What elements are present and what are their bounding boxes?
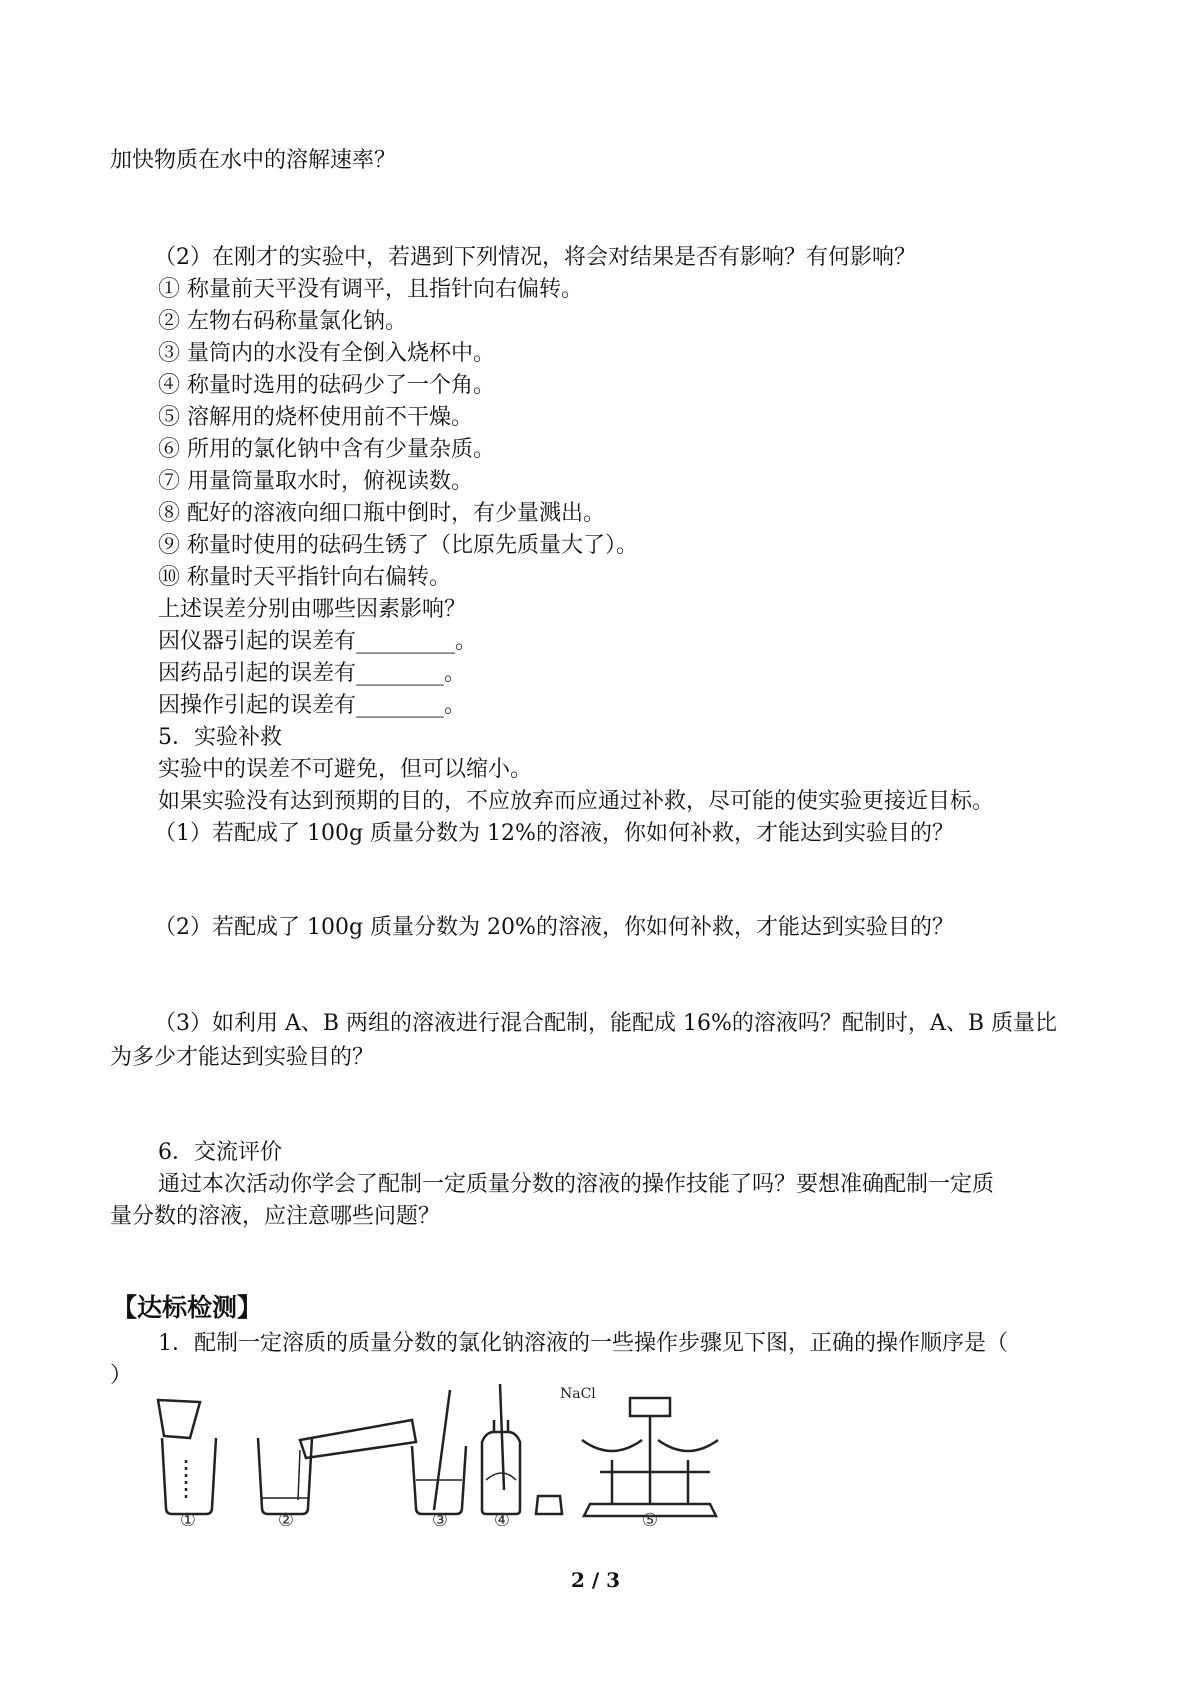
line-6: ④ 称量时选用的砝码少了一个角。 [158, 373, 495, 398]
step-label-5: ⑤ [641, 1510, 659, 1526]
step-1-beaker-icon [158, 1400, 216, 1514]
line-19: 如果实验没有达到预期的目的，不应放弃而应通过补救，尽可能的使实验更接近目标。 [158, 789, 995, 814]
section-title: 【达标检测】 [112, 1293, 263, 1322]
line-10: ⑧ 配好的溶液向细口瓶中倒时，有少量溅出。 [158, 501, 605, 526]
lab-steps-figure [150, 1380, 750, 1526]
line-28: 1．配制一定溶质的质量分数的氯化钠溶液的一些操作步骤见下图，正确的操作顺序是（ [158, 1331, 1008, 1356]
line-21: （2）若配成了 100g 质量分数为 20%的溶液，你如何补救，才能达到实验目的？ [154, 915, 954, 940]
line-25: 通过本次活动你学会了配制一定质量分数的溶液的操作技能了吗？要想准确配制一定质 [158, 1172, 995, 1197]
step-4-bottle-icon [482, 1384, 562, 1514]
line-29: ） [110, 1363, 133, 1388]
line-13: 上述误差分别由哪些因素影响？ [158, 597, 467, 622]
line-1: 加快物质在水中的溶解速率？ [110, 148, 397, 173]
line-7: ⑤ 溶解用的烧杯使用前不干燥。 [158, 405, 473, 430]
step-label-4: ④ [493, 1510, 511, 1526]
line-16: 因操作引起的误差有________。 [158, 693, 467, 718]
line-18: 实验中的误差不可避免，但可以缩小。 [158, 757, 533, 782]
line-20: （1）若配成了 100g 质量分数为 12%的溶液，你如何补救，才能达到实验目的？ [154, 821, 954, 846]
line-26: 量分数的溶液，应注意哪些问题？ [110, 1204, 441, 1229]
step-label-3: ③ [431, 1510, 449, 1526]
line-14: 因仪器引起的误差有_________。 [158, 629, 478, 654]
step-5-balance-icon [582, 1398, 718, 1516]
line-23: 为多少才能达到实验目的？ [110, 1045, 375, 1070]
line-4: ② 左物右码称量氯化钠。 [158, 309, 407, 334]
line-9: ⑦ 用量筒量取水时，俯视读数。 [158, 469, 473, 494]
line-22: （3）如利用 A、B 两组的溶液进行混合配制，能配成 16%的溶液吗？配制时，A、B 质量比 [154, 1011, 1057, 1036]
line-12: ⑩ 称量时天平指针向右偏转。 [158, 565, 451, 590]
line-15: 因药品引起的误差有________。 [158, 661, 467, 686]
step-2-pouring-icon [258, 1420, 416, 1514]
step-label-2: ② [277, 1510, 295, 1526]
nacl-label: NaCl [560, 1386, 596, 1402]
page-number: 2 / 3 [570, 1568, 621, 1592]
line-5: ③ 量筒内的水没有全倒入烧杯中。 [158, 341, 495, 366]
line-3: ① 称量前天平没有调平，且指针向右偏转。 [158, 277, 583, 302]
line-17: 5．实验补救 [158, 725, 282, 750]
step-3-stirring-icon [412, 1390, 466, 1514]
line-11: ⑨ 称量时使用的砝码生锈了（比原先质量大了）。 [158, 533, 638, 558]
line-8: ⑥ 所用的氯化钠中含有少量杂质。 [158, 437, 495, 462]
line-2: （2）在刚才的实验中，若遇到下列情况，将会对结果是否有影响？有何影响？ [154, 245, 916, 270]
line-24: 6．交流评价 [158, 1140, 282, 1165]
step-label-1: ① [179, 1510, 197, 1526]
